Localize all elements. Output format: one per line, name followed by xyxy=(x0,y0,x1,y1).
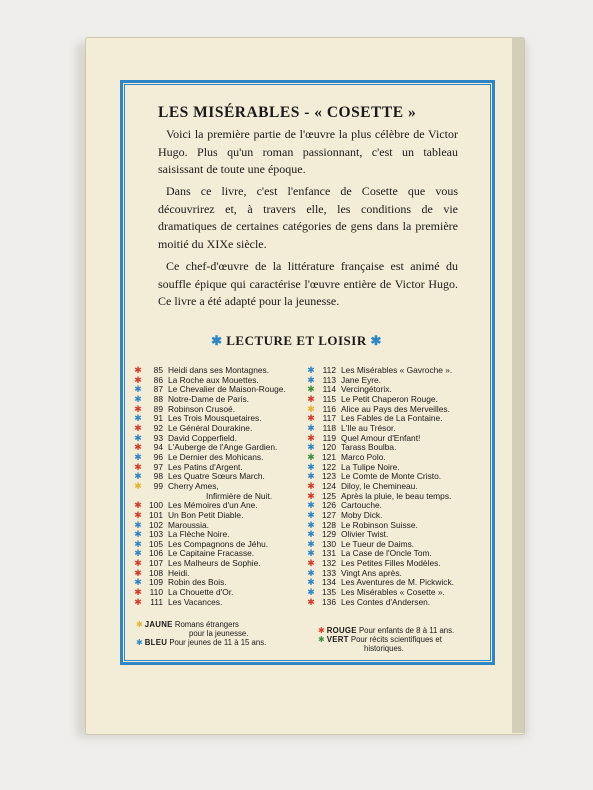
star-icon: ✱ xyxy=(307,393,315,404)
star-icon: ✱ xyxy=(134,519,142,530)
list-item-number: 120 xyxy=(322,442,336,453)
list-item-title: Les Misérables « Gavroche ». xyxy=(341,365,453,375)
star-icon: ✱ xyxy=(307,461,315,472)
star-icon: ✱ xyxy=(307,587,315,598)
star-icon: ✱ xyxy=(307,374,315,385)
list-item-title: Le Général Dourakine. xyxy=(168,422,253,433)
list-item-number: 118 xyxy=(322,422,336,433)
list-item-number: 109 xyxy=(149,577,163,588)
star-icon: ✱ xyxy=(307,384,315,395)
list-item-number: 125 xyxy=(322,490,336,501)
list-item-number: 123 xyxy=(322,471,336,482)
list-item-title: Le Comte de Monte Cristo. xyxy=(341,471,442,482)
list-item-title: Les Patins d'Argent. xyxy=(168,461,243,472)
list-item-title: La Chouette d'Or. xyxy=(168,587,234,598)
star-icon: ✱ xyxy=(307,413,315,424)
list-item-number: 101 xyxy=(149,509,163,520)
list-item-title: Les Misérables « Cosette ». xyxy=(341,587,445,598)
list-item-number: 93 xyxy=(153,432,163,443)
list-item-number: 124 xyxy=(322,480,336,491)
star-icon: ✱ xyxy=(134,451,142,462)
list-item-number: 116 xyxy=(322,403,336,414)
star-icon: ✱ xyxy=(307,577,315,588)
legend-color-label: BLEU xyxy=(144,638,168,647)
list-item-title: Les Compagnons de Jéhu. xyxy=(168,538,269,549)
star-icon: ✱ xyxy=(134,365,142,375)
star-icon: ✱ xyxy=(307,596,315,607)
star-icon: ✱ xyxy=(307,519,315,530)
star-icon: ✱ xyxy=(307,490,315,501)
list-item-title: Les Contes d'Andersen. xyxy=(341,596,431,607)
list-item-number: 130 xyxy=(322,538,336,549)
list-item-title: Tarass Boulba. xyxy=(341,442,397,453)
list-item-number: 96 xyxy=(153,451,163,462)
star-icon: ✱ xyxy=(134,432,142,443)
list-item-title: L'Ile au Trésor. xyxy=(341,422,396,433)
list-item-number: 99 xyxy=(153,480,163,491)
list-item-title: Moby Dick. xyxy=(341,509,383,520)
list-item-title: Vingt Ans après. xyxy=(341,567,402,578)
star-icon: ✱ xyxy=(134,393,142,404)
list-item-title: Maroussia. xyxy=(168,519,209,530)
legend-right xyxy=(318,626,454,653)
list-item-title: Vercingétorix. xyxy=(341,384,392,395)
list-item-title: La Flèche Noire. xyxy=(168,529,230,540)
star-icon: ✱ xyxy=(134,384,142,395)
list-item-number: 105 xyxy=(149,538,163,549)
list-item-number: 110 xyxy=(149,587,163,598)
list-item-number: 103 xyxy=(149,529,163,540)
list-item-title: Olivier Twist. xyxy=(341,529,389,540)
blurb-paragraph-2: Dans ce livre, c'est l'enfance de Cosette que vous découvrirez et, à travers elle, les conditions de vie dramatiques de certaines catégories de gens dans la première moitié du XIXe siècle. xyxy=(158,184,458,251)
series-list-right xyxy=(306,366,454,607)
legend-entry xyxy=(136,620,266,629)
list-item-title: Quel Amour d'Enfant! xyxy=(341,432,421,443)
list-item-title: La Case de l'Oncle Tom. xyxy=(341,548,432,559)
star-icon: ✱ xyxy=(134,403,142,414)
star-icon: ✱ xyxy=(307,509,315,520)
star-icon: ✱ xyxy=(307,442,315,453)
star-icon: ✱ xyxy=(134,596,142,607)
list-item-title: Le Capitaine Fracasse. xyxy=(168,548,255,559)
star-icon: ✱ xyxy=(307,471,315,482)
star-icon: ✱ xyxy=(134,558,142,569)
list-item-title: Les Petites Filles Modèles. xyxy=(341,558,441,569)
legend-color-label: JAUNE xyxy=(144,620,173,629)
star-icon: ✱ xyxy=(134,422,142,433)
legend-color-label: VERT xyxy=(326,635,349,644)
list-item-number: 111 xyxy=(150,596,163,607)
star-icon: ✱ xyxy=(134,538,142,549)
list-item-number: 132 xyxy=(322,558,336,569)
star-icon: ✱ xyxy=(134,509,142,520)
legend-description: Pour enfants de 8 à 11 ans. xyxy=(358,626,455,635)
list-item-title: Le Robinson Suisse. xyxy=(341,519,418,530)
star-icon: ✱ xyxy=(134,548,142,559)
star-icon: ✱ xyxy=(307,538,315,549)
list-item-number: 88 xyxy=(153,393,163,404)
list-item xyxy=(306,598,454,608)
list-item-number: 134 xyxy=(322,577,336,588)
book-title: LES MISÉRABLES - « COSETTE » xyxy=(158,104,417,121)
legend-description: Romans étrangers xyxy=(174,620,239,629)
star-icon: ✱ xyxy=(136,638,145,647)
list-item-number: 107 xyxy=(149,558,163,569)
list-item-number: 126 xyxy=(322,500,336,511)
star-icon: ✱ xyxy=(307,529,315,540)
list-item-number: 87 xyxy=(153,384,163,395)
star-icon: ✱ xyxy=(134,442,142,453)
list-item-title: Les Quatre Sœurs March. xyxy=(168,471,265,482)
star-icon: ✱ xyxy=(134,587,142,598)
legend-entry xyxy=(136,638,266,647)
list-item-title: Les Mémoires d'un Ane. xyxy=(168,500,258,511)
star-icon: ✱ xyxy=(136,620,145,629)
star-icon: ✱ xyxy=(134,480,142,491)
list-item-number: 97 xyxy=(153,461,163,472)
book-spine-edge xyxy=(512,37,524,733)
list-item-title: L'Auberge de l'Ange Gardien. xyxy=(168,442,278,453)
list-item-number: 98 xyxy=(153,471,163,482)
star-icon: ✱ xyxy=(307,567,315,578)
list-item-number: 94 xyxy=(153,442,163,453)
list-item-title: Les Trois Mousquetaires. xyxy=(168,413,262,424)
list-item-title: Robin des Bois. xyxy=(168,577,227,588)
list-item-number: 106 xyxy=(149,548,163,559)
star-icon: ✱ xyxy=(134,567,142,578)
list-item-number: 86 xyxy=(153,374,163,385)
list-item-title: Le Dernier des Mohicans. xyxy=(168,451,264,462)
legend-description: Pour jeunes de 11 à 15 ans. xyxy=(169,638,267,647)
star-icon: ✱ xyxy=(307,422,315,433)
list-item-title: Les Vacances. xyxy=(168,596,223,607)
list-item-number: 91 xyxy=(153,413,163,424)
star-icon: ✱ xyxy=(307,365,315,375)
list-item-number: 114 xyxy=(322,384,336,395)
list-item-title: Le Tueur de Daims. xyxy=(341,538,415,549)
list-item-number: 129 xyxy=(322,529,336,540)
list-item-number: 92 xyxy=(153,422,163,433)
list-item-number: 121 xyxy=(322,451,336,462)
legend-color-label: ROUGE xyxy=(326,626,357,635)
list-item-continuation: Infirmière de Nuit. xyxy=(206,490,273,501)
list-item-number: 122 xyxy=(322,461,336,472)
star-icon: ✱ xyxy=(307,451,315,462)
series-heading-label: LECTURE ET LOISIR xyxy=(226,333,367,348)
list-item-title: Notre-Dame de Paris. xyxy=(168,393,249,404)
list-item-title: Après la pluie, le beau temps. xyxy=(341,490,452,501)
list-item-title: Cartouche. xyxy=(341,500,382,511)
list-item-number: 108 xyxy=(149,567,163,578)
list-item-number: 89 xyxy=(153,403,163,414)
list-item-title: Alice au Pays des Merveilles. xyxy=(341,403,450,414)
legend-left xyxy=(136,620,266,647)
list-item-number: 119 xyxy=(322,432,336,443)
list-item-number: 133 xyxy=(322,567,336,578)
star-icon: ✱ xyxy=(318,626,327,635)
list-item-title: Le Petit Chaperon Rouge. xyxy=(341,393,438,404)
list-item-title: David Copperfield. xyxy=(168,432,237,443)
list-item-number: 113 xyxy=(322,374,336,385)
legend-description: Pour récits scientifiques et xyxy=(350,635,442,644)
star-icon: ✱ xyxy=(307,432,315,443)
star-icon: ✱ xyxy=(134,461,142,472)
legend-description-cont: historiques. xyxy=(364,644,404,653)
star-icon: ✱ xyxy=(134,471,142,482)
list-item-number: 136 xyxy=(322,596,336,607)
list-item-number: 100 xyxy=(149,500,163,511)
list-item-number: 127 xyxy=(322,509,336,520)
star-icon: ✱ xyxy=(134,500,142,511)
star-icon: ✱ xyxy=(307,403,315,414)
legend-entry xyxy=(318,635,454,644)
list-item-title: Robinson Crusoé. xyxy=(168,403,236,414)
star-icon: ✱ xyxy=(211,333,223,348)
list-item xyxy=(133,598,286,608)
list-item-title: Heidi. xyxy=(168,567,190,578)
star-icon: ✱ xyxy=(370,333,382,348)
legend-description-cont: pour la jeunesse. xyxy=(189,629,249,638)
list-item-number: 131 xyxy=(322,548,336,559)
list-item-title: Cherry Ames, xyxy=(168,480,219,491)
star-icon: ✱ xyxy=(307,548,315,559)
star-icon: ✱ xyxy=(134,413,142,424)
list-item-number: 115 xyxy=(322,393,336,404)
list-item-title: Marco Polo. xyxy=(341,451,386,462)
list-item-number: 102 xyxy=(149,519,163,530)
star-icon: ✱ xyxy=(307,480,315,491)
list-item-number: 85 xyxy=(153,365,163,375)
star-icon: ✱ xyxy=(134,529,142,540)
list-item-title: Diloy, le Chemineau. xyxy=(341,480,418,491)
list-item-title: Les Aventures de M. Pickwick. xyxy=(341,577,454,588)
list-item-number: 128 xyxy=(322,519,336,530)
blurb-paragraph-1: Voici la première partie de l'œuvre la plus célèbre de Victor Hugo. Plus qu'un roman passionnant, c'est un tableau saisissant de toute une époque. xyxy=(158,127,458,176)
star-icon: ✱ xyxy=(134,577,142,588)
blurb-paragraph-3: Ce chef-d'œuvre de la littérature française est animé du souffle épique qui caractérise l'œuvre entière de Victor Hugo. Ce livre a été adapté pour la jeunesse. xyxy=(158,259,458,308)
list-item-title: Heidi dans ses Montagnes. xyxy=(168,365,270,375)
list-item-title: La Roche aux Mouettes. xyxy=(168,374,259,385)
list-item-title: Le Chevalier de Maison-Rouge. xyxy=(168,384,286,395)
list-item-title: Un Bon Petit Diable. xyxy=(168,509,244,520)
list-item-number: 117 xyxy=(322,413,336,424)
list-item-number: 112 xyxy=(322,365,336,375)
star-icon: ✱ xyxy=(134,374,142,385)
list-item-title: Jane Eyre. xyxy=(341,374,382,385)
star-icon: ✱ xyxy=(307,500,315,511)
series-list-left xyxy=(133,366,286,607)
list-item-title: La Tulipe Noire. xyxy=(341,461,400,472)
legend-entry xyxy=(318,626,454,635)
star-icon: ✱ xyxy=(318,635,327,644)
list-item-title: Les Malheurs de Sophie. xyxy=(168,558,261,569)
star-icon: ✱ xyxy=(307,558,315,569)
list-item-number: 135 xyxy=(322,587,336,598)
series-heading xyxy=(0,333,593,349)
list-item-title: Les Fables de La Fontaine. xyxy=(341,413,443,424)
